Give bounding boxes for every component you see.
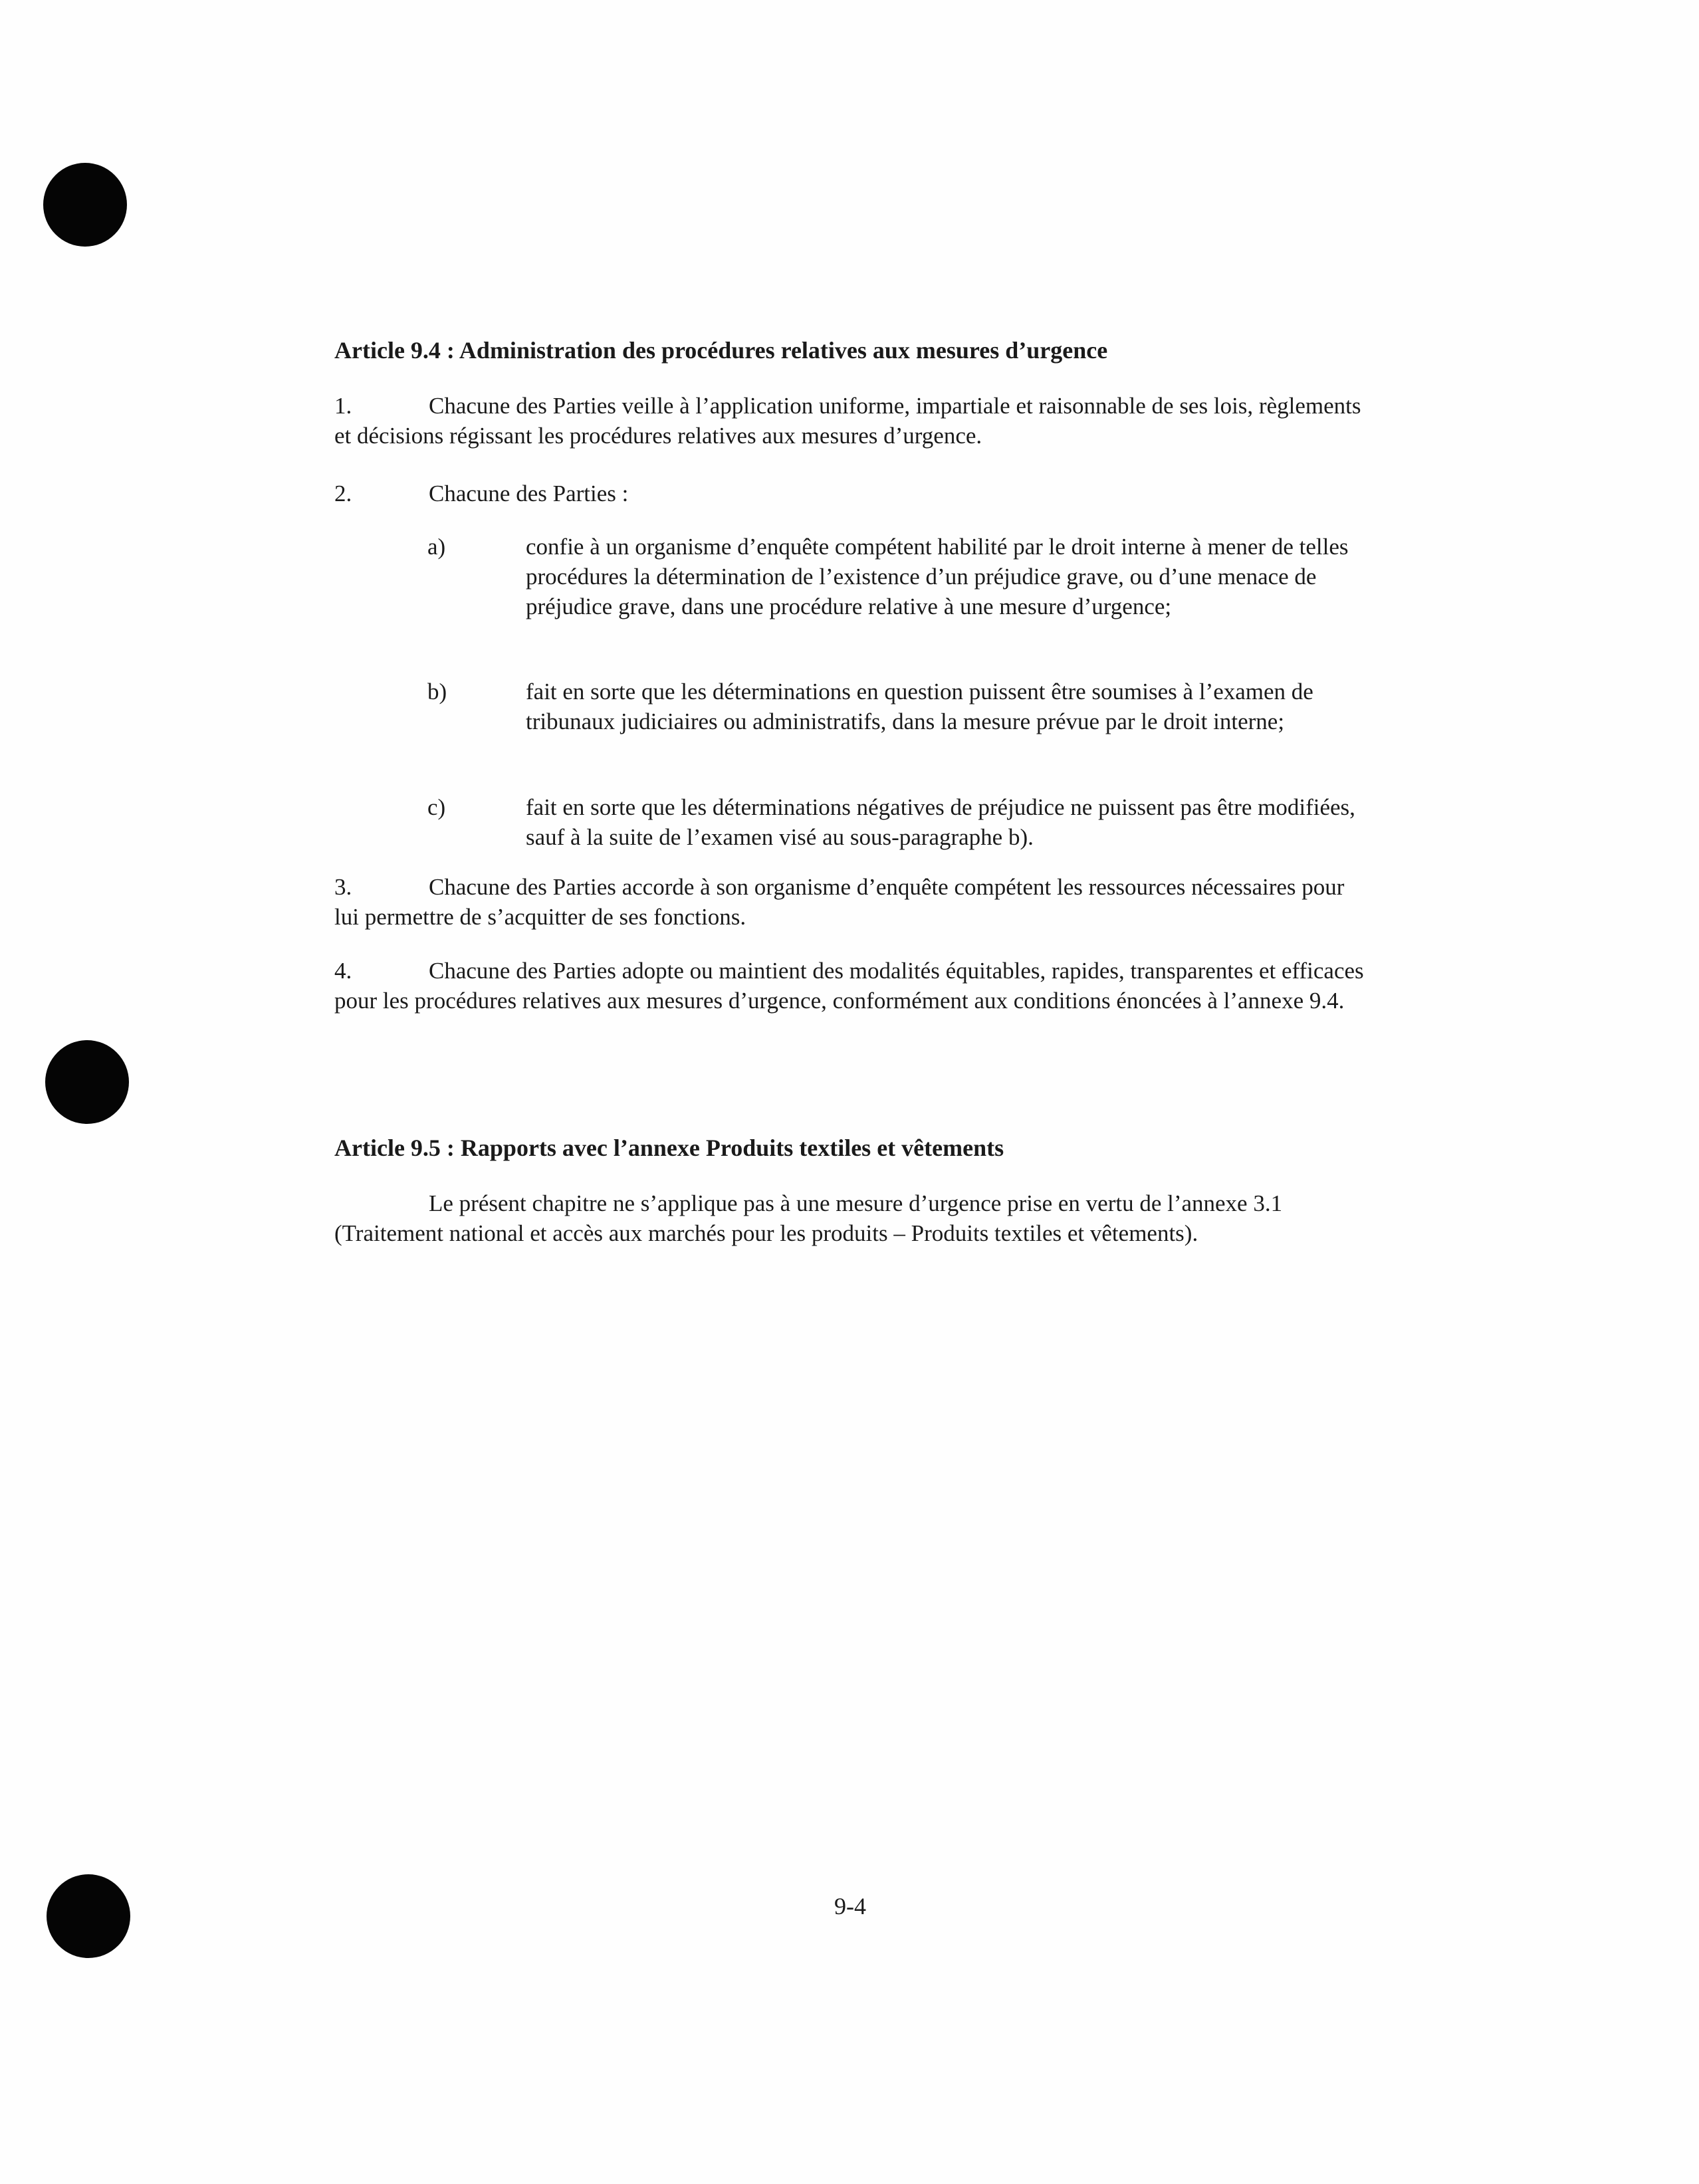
sub-paragraph-label: b) [427,679,447,705]
paragraph [334,872,1371,932]
punch-hole [45,1040,129,1124]
paragraph [334,391,1371,451]
paragraph-number: 3. [334,874,352,900]
sub-paragraph-text: confie à un organisme d’enquête compétent habilité par le droit interne à mener de telles procédures la détermination de l’existence d’un préjudice grave, ou d’une menace de préjudice grave, dans une procédure relative à une mesure d’urgence; [526,534,1349,619]
paragraph [334,956,1371,1016]
sub-paragraph-text: fait en sorte que les déterminations négatives de préjudice ne puissent pas être modifiées, sauf à la suite de l’examen visé au sous-paragraphe b). [526,794,1355,850]
paragraph-text: Chacune des Parties : [429,481,629,506]
paragraph-text: Chacune des Parties veille à l’application uniforme, impartiale et raisonnable de ses lois, règlements et décisions régissant les procédures relatives aux mesures d’urgence. [334,393,1361,449]
paragraph-number: 4. [334,958,352,984]
paragraph-text: Le présent chapitre ne s’applique pas à une mesure d’urgence prise en vertu de l’annexe 3.1 (Traitement national et accès aux marchés pour les produits – Produits textiles et vêtements). [334,1190,1283,1246]
page-number: 9-4 [834,1893,866,1919]
punch-hole [43,163,127,247]
paragraph-text: Chacune des Parties accorde à son organisme d’enquête compétent les ressources nécessaires pour lui permettre de s’acquitter de ses fonctions. [334,874,1345,930]
sub-paragraph-text: fait en sorte que les déterminations en question puissent être soumises à l’examen de tribunaux judiciaires ou administratifs, dans la mesure prévue par le droit interne; [526,679,1313,734]
punch-hole [47,1874,130,1958]
paragraph-number: 1. [334,393,352,419]
article-heading: Article 9.5 : Rapports avec l’annexe Produits textiles et vêtements [334,1135,1004,1161]
article-heading: Article 9.4 : Administration des procédures relatives aux mesures d’urgence [334,337,1108,364]
paragraph-number: 2. [334,481,352,506]
sub-paragraph-label: a) [427,534,446,560]
paragraph-text: Chacune des Parties adopte ou maintient des modalités équitables, rapides, transparentes et efficaces pour les procédures relatives aux mesures d’urgence, conformément aux conditions énoncées à l’annexe 9.4. [334,958,1364,1014]
sub-paragraph-label: c) [427,794,446,820]
paragraph [334,479,1371,508]
